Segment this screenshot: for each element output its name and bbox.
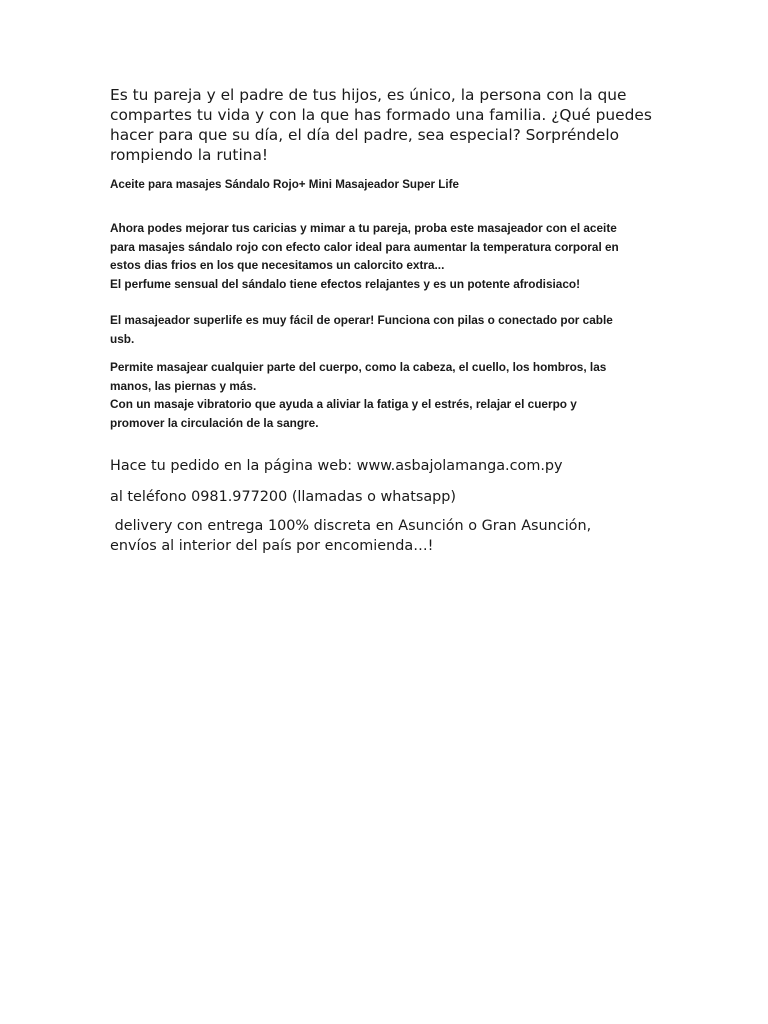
text-line: delivery con entrega 100% discreta en Asunción o Gran Asunción, [110, 518, 592, 534]
text-line: hacer para que su día, el día del padre, sea especial? Sorpréndelo [110, 126, 620, 144]
intro-paragraph [110, 85, 650, 165]
text-line: promover la circulación de la sangre. [110, 415, 319, 430]
product-title: Aceite para masajes Sándalo Rojo+ Mini Masajeador Super Life [110, 178, 459, 191]
text-line: Con un masaje vibratorio que ayuda a aliviar la fatiga y el estrés, relajar el cuerpo y [110, 397, 577, 411]
text-line: usb. [110, 331, 135, 346]
text-line: Ahora podes mejorar tus caricias y mimar a tu pareja, proba este masajeador con el aceite [110, 221, 617, 235]
description-paragraph-2 [110, 311, 640, 348]
text-line: Hace tu pedido en la página web: www.asbajolamanga.com.py [110, 458, 563, 474]
phone-line [110, 488, 670, 508]
text-line: Es tu pareja y el padre de tus hijos, es único, la persona con la que [110, 86, 627, 104]
text-line: compartes tu vida y con la que has formado una familia. ¿Qué puedes [110, 106, 652, 124]
text-line: Permite masajear cualquier parte del cuerpo, como la cabeza, el cuello, los hombros, las [110, 360, 607, 374]
text-line: El perfume sensual del sándalo tiene efectos relajantes y es un potente afrodisiaco! [110, 276, 581, 291]
text-line: al teléfono 0981.977200 (llamadas o whatsapp) [110, 489, 457, 505]
delivery-paragraph [110, 517, 670, 556]
text-line: El masajeador superlife es muy fácil de operar! Funciona con pilas o conectado por cable [110, 313, 613, 327]
text-line: estos dias frios en los que necesitamos un calorcito extra... [110, 258, 445, 272]
text-line: para masajes sándalo rojo con efecto calor ideal para aumentar la temperatura corporal en [110, 239, 619, 254]
web-order-line [110, 457, 670, 477]
description-paragraph-3 [110, 358, 640, 432]
text-line: manos, las piernas y más. [110, 378, 257, 393]
text-line: envíos al interior del país por encomienda…! [110, 537, 434, 554]
description-paragraph-1 [110, 219, 640, 293]
text-line: rompiendo la rutina! [110, 146, 269, 164]
